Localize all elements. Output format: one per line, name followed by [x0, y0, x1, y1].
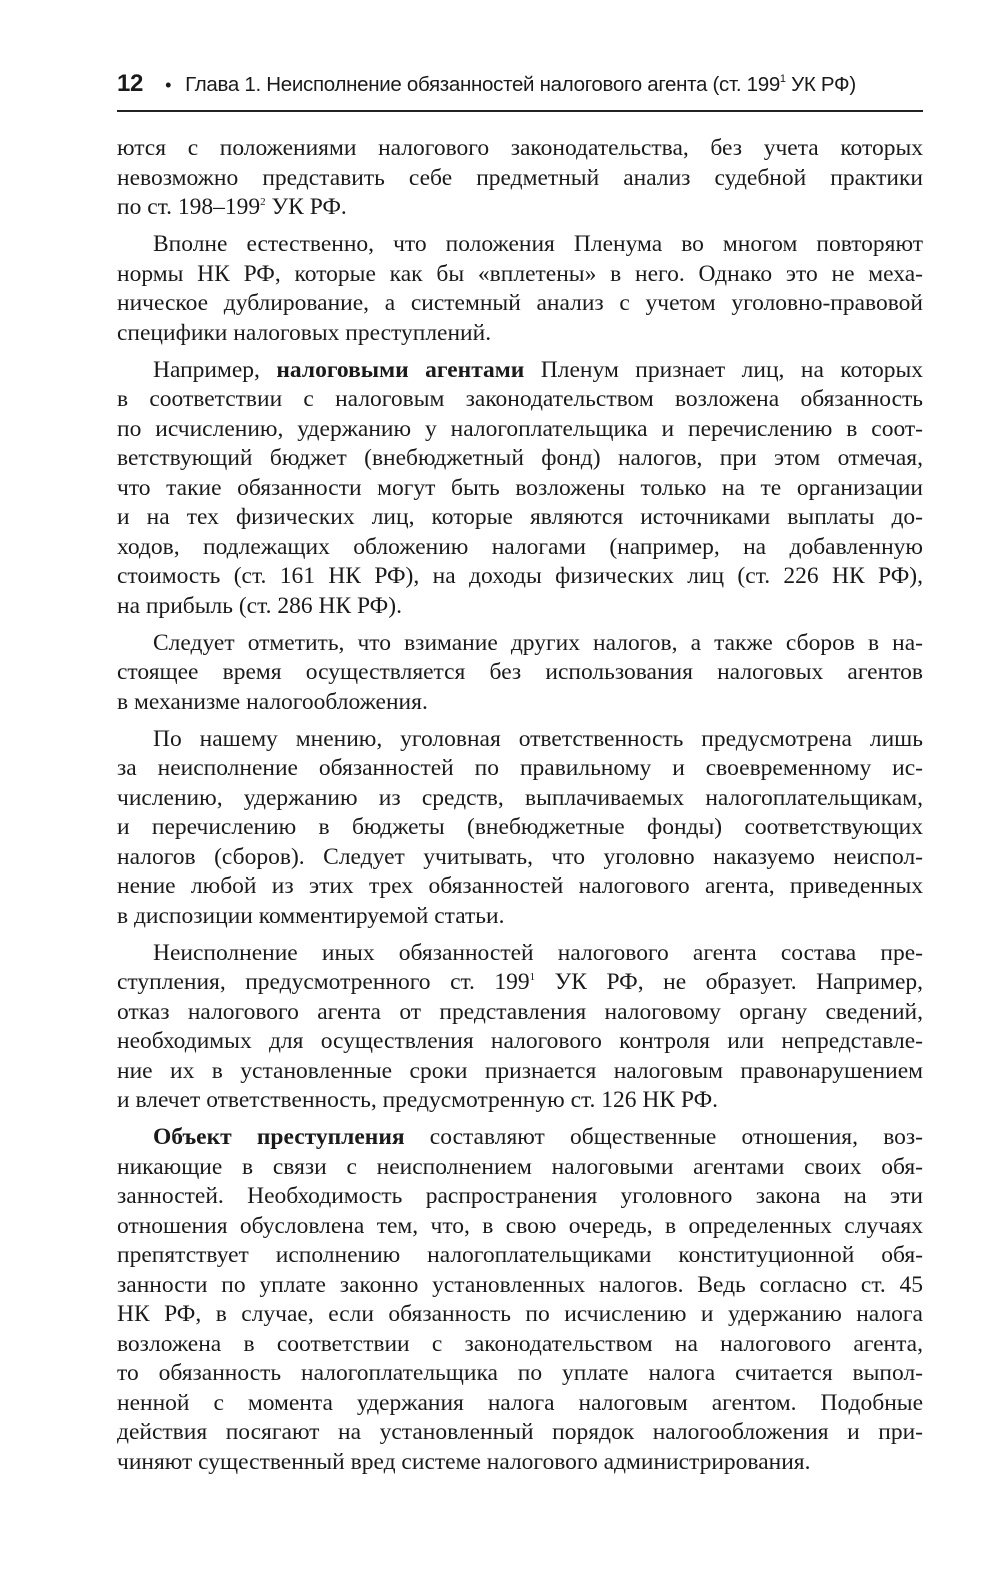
text-line: Следует отметить, что взимание других налогов, а также сборов в на- — [153, 629, 923, 656]
text-line: ходов, подлежащих обложению налогами (например, на добавленную — [117, 533, 923, 560]
text-line: Неисполнение иных обязанностей налогового агента состава пре- — [153, 939, 923, 966]
text-line: по исчислению, удержанию у налогоплательщика и перечислению в соот- — [117, 415, 923, 442]
text-line: ветствующий бюджет (внебюджетный фонд) налогов, при этом отмечая, — [117, 445, 923, 471]
text-line: и перечислению в бюджеты (внебюджетные фонды) соответствующих — [117, 814, 923, 840]
paragraph-6 — [117, 939, 923, 1116]
text-line: стоящее время осуществляется без использования налоговых агентов — [117, 659, 923, 685]
text-line: Объект преступления составляют общественные отношения, воз- — [153, 1124, 923, 1150]
text-line: Вполне естественно, что положения Пленума во многом повторяют — [153, 231, 923, 257]
text-line: нение любой из этих трех обязанностей налогового агента, приведенных — [117, 873, 923, 899]
text-line: в диспозиции комментируемой статьи. — [117, 902, 505, 929]
text-line: ступления, предусмотренного ст. $199^1$ УК РФ, не образует. Например, — [117, 969, 923, 995]
chapter-title: Глава 1. Неисполнение обязанностей налогового агента (ст. $199^1$ УК РФ) — [185, 73, 856, 96]
text-line: специфики налоговых преступлений. — [117, 319, 492, 346]
text-line: препятствует исполнению налогоплательщиками конституционной обя- — [117, 1242, 923, 1268]
paragraph-7 — [117, 1123, 923, 1477]
bullet-separator: • — [165, 75, 172, 95]
paragraph-3 — [117, 356, 923, 622]
text-line: действия посягают на установленный порядок налогообложения и при- — [117, 1419, 923, 1445]
text-line: никающие в связи с неисполнением налоговыми агентами своих обя- — [117, 1153, 923, 1180]
text-line: и на тех физических лиц, которые являются источниками выплаты до- — [117, 504, 923, 530]
body-text — [117, 134, 923, 1477]
text-line: отношения обусловлена тем, что, в свою очередь, в определенных случаях — [117, 1212, 923, 1239]
term-crime-object: Объект преступления — [153, 1124, 405, 1150]
paragraph-5 — [117, 725, 923, 932]
text-line: отказ налогового агента от представления налоговому органу сведений, — [117, 998, 923, 1025]
paragraph-1 — [117, 134, 923, 223]
text-line: стоимость (ст. 161 НК РФ), на доходы физических лиц (ст. 226 НК РФ), — [117, 563, 923, 589]
text-line: НК РФ, в случае, если обязанность по исчислению и удержанию налога — [117, 1301, 923, 1327]
text-line: занности по уплате законно установленных налогов. Ведь согласно ст. 45 — [117, 1271, 923, 1298]
text-line: на прибыль (ст. 286 НК РФ). — [117, 592, 402, 619]
paragraph-2 — [117, 230, 923, 348]
text-line: налогов (сборов). Следует учитывать, что уголовно наказуемо неиспол- — [117, 843, 923, 870]
text-line: что такие обязанности могут быть возложены только на те организации — [117, 474, 923, 501]
paragraph-4 — [117, 629, 923, 718]
text-line: в соответствии с налоговым законодательством возложена обязанность — [117, 386, 923, 412]
text-line: в механизме налогообложения. — [117, 688, 428, 715]
text-line: ние их в установленные сроки признается налоговым правонарушением — [117, 1057, 923, 1084]
text-line: нормы НК РФ, которые как бы «вплетены» в него. Однако это не меха- — [117, 260, 923, 287]
page-number: 12 — [117, 70, 144, 97]
text-line: По нашему мнению, уголовная ответственность предусмотрена лишь — [153, 725, 923, 752]
text-line: чиняют существенный вред системе налогового администрирования. — [117, 1448, 811, 1475]
term-tax-agents: налоговыми агентами — [276, 356, 525, 383]
text-line: занностей. Необходимость распространения уголовного закона на эти — [117, 1183, 923, 1209]
superscript: 2 — [260, 196, 266, 208]
book-page — [117, 70, 923, 1485]
text-line: числению, удержанию из средств, выплачиваемых налогоплательщикам, — [117, 784, 923, 811]
text-line: возложена в соответствии с законодательством на налогового агента, — [117, 1330, 923, 1357]
superscript: 1 — [529, 971, 536, 983]
text-line: необходимых для осуществления налогового контроля или непредставле- — [117, 1028, 923, 1054]
text-line: ются с положениями налогового законодательства, без учета которых — [117, 135, 923, 161]
text-line: Например, налоговыми агентами Пленум признает лиц, на которых — [153, 356, 923, 383]
text-line: за неисполнение обязанностей по правильному и своевременному ис- — [117, 755, 923, 781]
text-line: ническое дублирование, а системный анализ с учетом уголовно-правовой — [117, 290, 923, 316]
text-line: невозможно представить себе предметный анализ судебной практики — [117, 164, 923, 191]
superscript: 1 — [779, 73, 786, 85]
running-head — [117, 70, 923, 112]
text-line: по ст. $198-199^2$ УК РФ. — [117, 194, 347, 220]
text-line: то обязанность налогоплательщика по уплате налога считается выпол- — [117, 1360, 923, 1386]
text-line: ненной с момента удержания налога налоговым агентом. Подобные — [117, 1389, 923, 1416]
text-line: и влечет ответственность, предусмотренную ст. 126 НК РФ. — [117, 1087, 719, 1113]
